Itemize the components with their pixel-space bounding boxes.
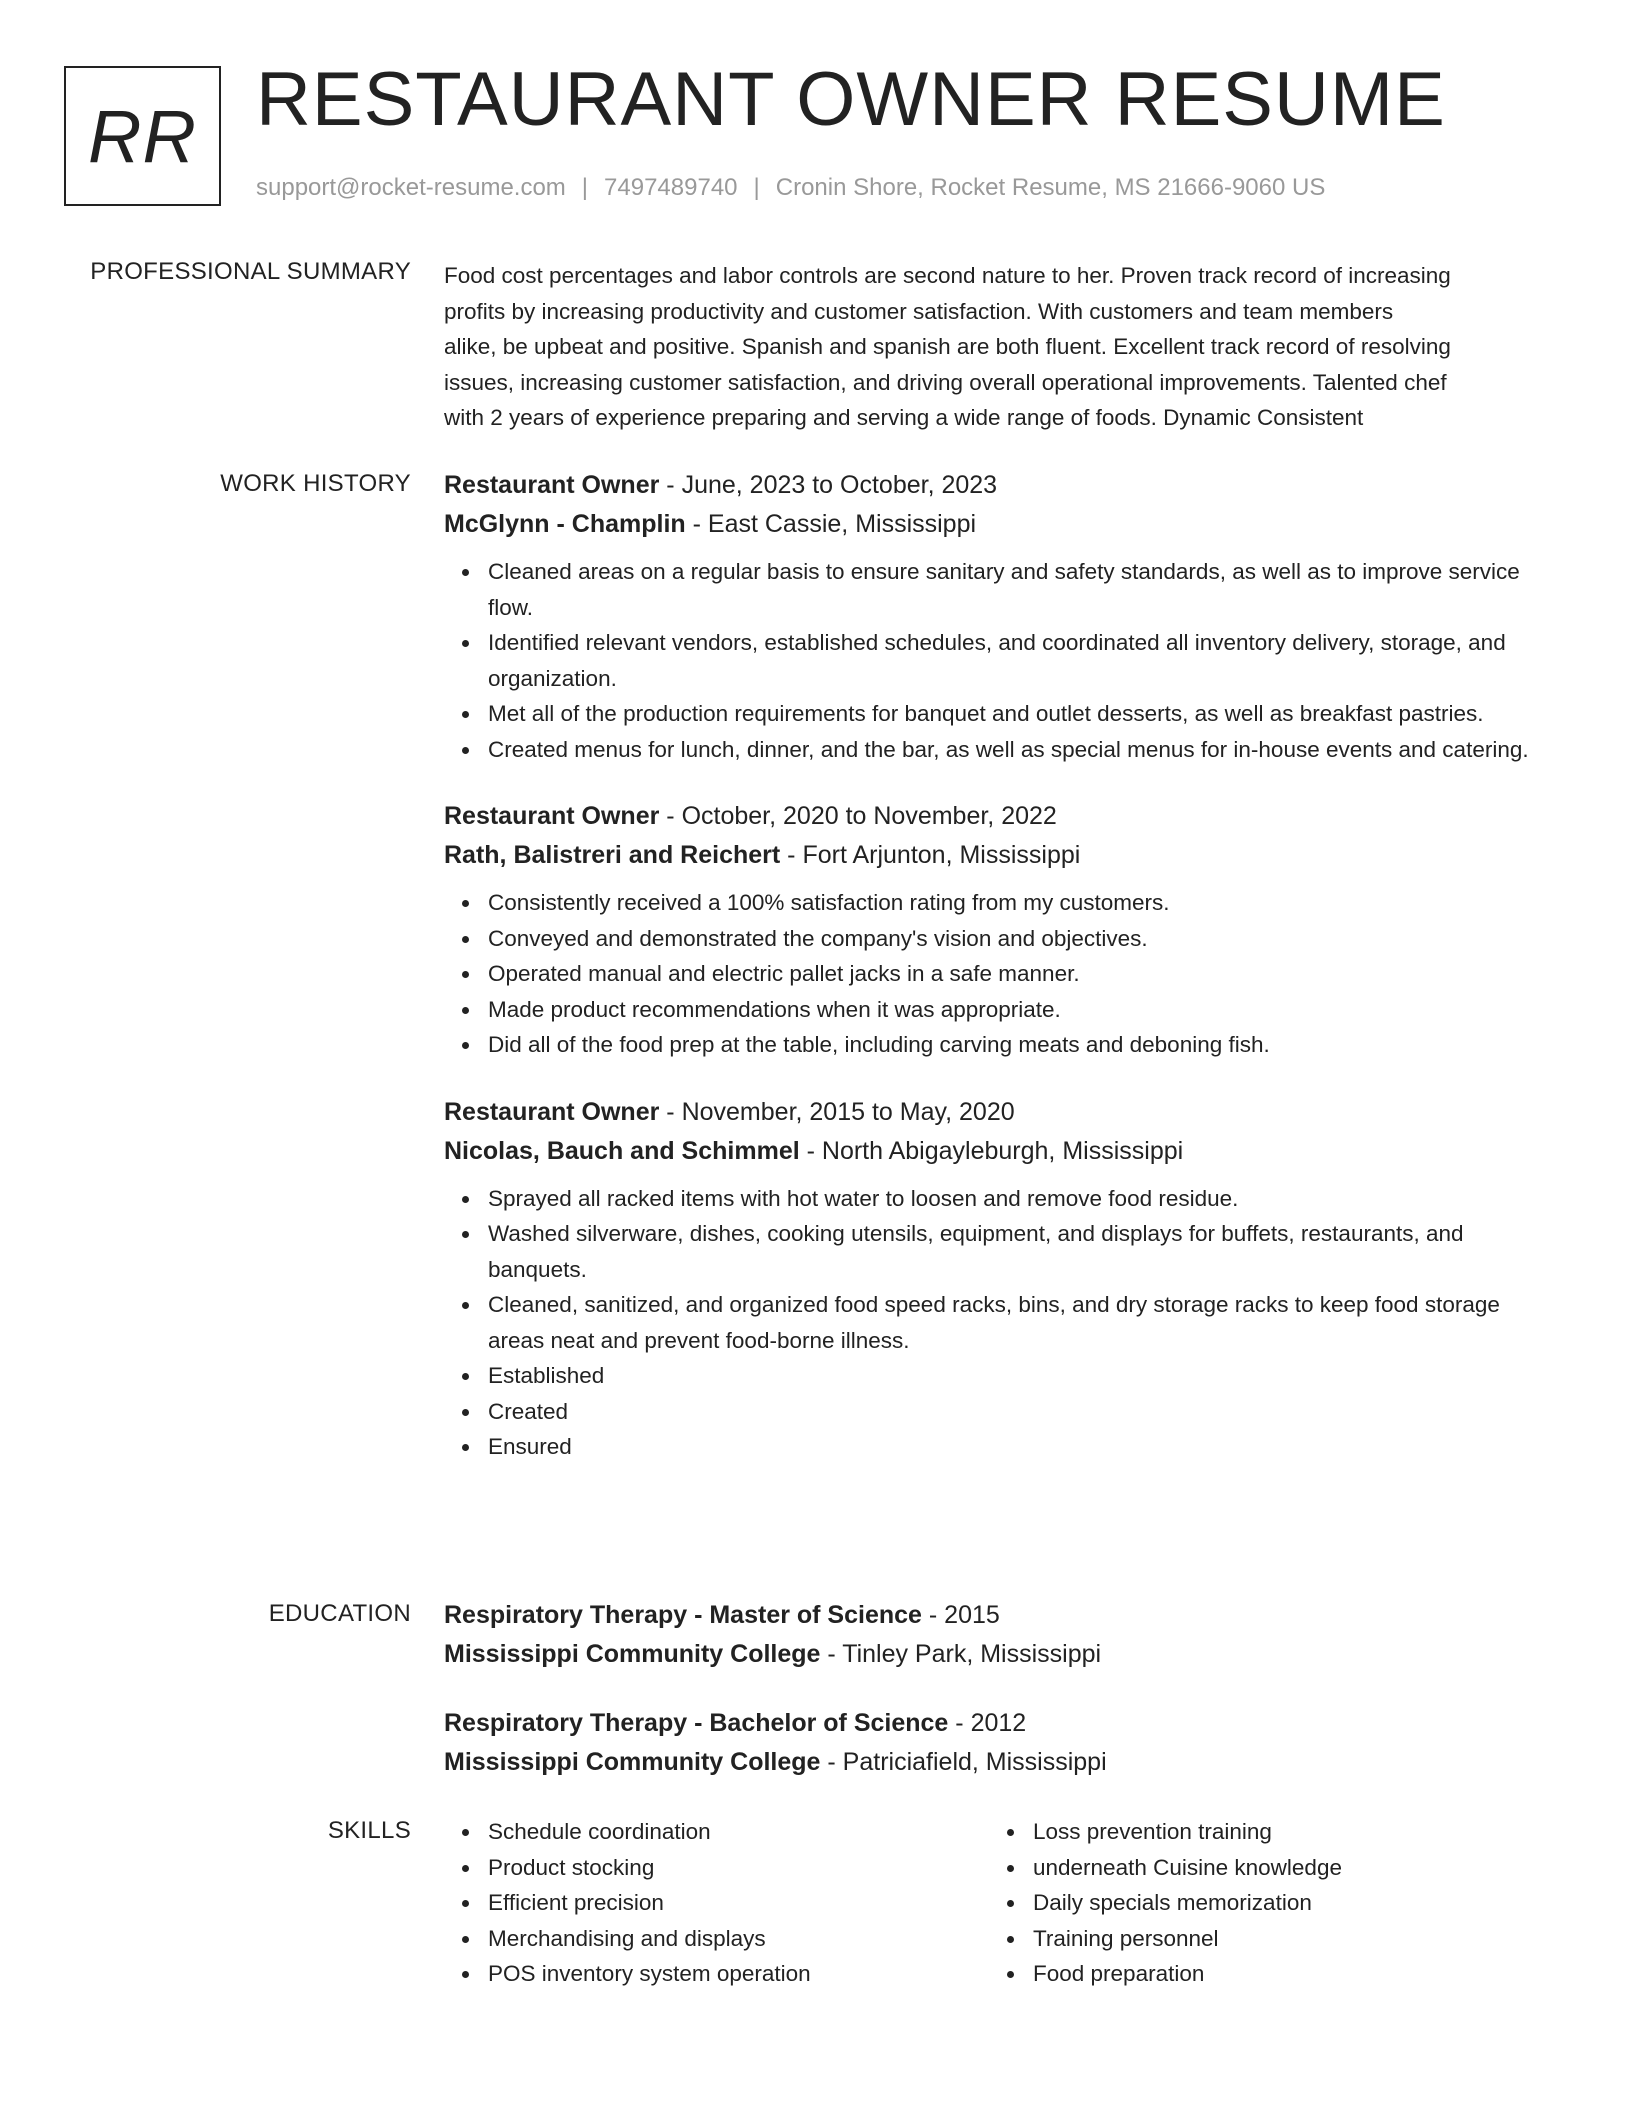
job-bullet: Operated manual and electric pallet jacks in a safe manner. xyxy=(488,956,1554,992)
job-bullet: Ensured xyxy=(488,1429,1554,1465)
job-title-line xyxy=(444,466,1554,505)
skills-list xyxy=(989,1814,1534,1992)
job-title-line xyxy=(444,1093,1554,1132)
job-company-line xyxy=(444,836,1554,875)
skills-list xyxy=(444,1814,989,1992)
work-history-body xyxy=(444,466,1554,1495)
skill-item: Merchandising and displays xyxy=(488,1921,989,1957)
job-company: Rath, Balistreri and Reichert xyxy=(444,841,781,869)
job-title-line xyxy=(444,797,1554,836)
summary-line: issues, increasing customer satisfaction, and driving overall operational improvements. Talented chef xyxy=(444,369,1447,395)
skill-item: Schedule coordination xyxy=(488,1814,989,1850)
skills-body xyxy=(444,1814,1554,1992)
education-school: Mississippi Community College xyxy=(444,1640,821,1668)
education-degree: Respiratory Therapy - Bachelor of Science xyxy=(444,1709,949,1737)
education-entry xyxy=(444,1596,1554,1674)
job-title: Restaurant Owner xyxy=(444,471,660,499)
contact-address: Cronin Shore, Rocket Resume, MS 21666-9060 US xyxy=(775,174,1326,201)
education-year: - 2015 xyxy=(928,1601,1000,1629)
summary-line: alike, be upbeat and positive. Spanish and spanish are both fluent. Excellent track record of resolving xyxy=(444,334,1451,359)
job-dates: - November, 2015 to May, 2020 xyxy=(666,1097,1015,1126)
job-company: Nicolas, Bauch and Schimmel xyxy=(444,1136,800,1165)
education-degree-line xyxy=(444,1704,1554,1743)
education-location: - Patriciafield, Mississippi xyxy=(827,1748,1107,1776)
section-label-skills: SKILLS xyxy=(327,1817,411,1844)
job-entry xyxy=(444,797,1554,1063)
skill-item: POS inventory system operation xyxy=(488,1956,989,1992)
job-location: - East Cassie, Mississippi xyxy=(692,510,977,538)
job-dates: - October, 2020 to November, 2022 xyxy=(666,802,1057,830)
job-location: - North Abigayleburgh, Mississippi xyxy=(806,1136,1184,1165)
skills-column-left xyxy=(444,1814,989,1992)
job-title: Restaurant Owner xyxy=(444,1097,660,1126)
skill-item: Efficient precision xyxy=(488,1885,989,1921)
job-bullet: Consistently received a 100% satisfaction rating from my customers. xyxy=(488,885,1554,921)
skills-column-right xyxy=(989,1814,1534,1992)
skills-columns xyxy=(444,1814,1554,1992)
job-bullet: Made product recommendations when it was appropriate. xyxy=(488,992,1554,1028)
skill-item: Product stocking xyxy=(488,1850,989,1886)
contact-email: support@rocket-resume.com xyxy=(256,174,566,201)
education-school-line xyxy=(444,1635,1554,1674)
job-entry xyxy=(444,1093,1554,1465)
summary-body xyxy=(444,258,1554,436)
education-year: - 2012 xyxy=(955,1709,1027,1737)
skill-item: Loss prevention training xyxy=(1033,1814,1534,1850)
education-school-line xyxy=(444,1743,1554,1782)
job-bullet: Cleaned, sanitized, and organized food speed racks, bins, and dry storage racks to keep food storage areas neat and prevent food-borne illness. xyxy=(488,1287,1554,1358)
job-bullet: Washed silverware, dishes, cooking utensils, equipment, and displays for buffets, restaurants, and banquets. xyxy=(488,1216,1554,1287)
education-location: - Tinley Park, Mississippi xyxy=(827,1640,1102,1668)
contact-phone: 7497489740 xyxy=(604,174,738,201)
job-company: McGlynn - Champlin xyxy=(444,510,686,538)
job-bullet: Conveyed and demonstrated the company's vision and objectives. xyxy=(488,921,1554,957)
job-bullet: Met all of the production requirements for banquet and outlet desserts, as well as breakfast pastries. xyxy=(488,696,1554,732)
contact-separator: | xyxy=(753,174,760,201)
monogram-logo: RR xyxy=(64,66,221,206)
job-bullet: Created xyxy=(488,1394,1554,1430)
job-bullets xyxy=(444,1181,1554,1465)
job-bullet: Sprayed all racked items with hot water to loosen and remove food residue. xyxy=(488,1181,1554,1217)
job-entry xyxy=(444,466,1554,767)
education-school: Mississippi Community College xyxy=(444,1748,821,1776)
skill-item: Food preparation xyxy=(1033,1956,1534,1992)
job-bullet: Did all of the food prep at the table, including carving meats and deboning fish. xyxy=(488,1027,1554,1063)
job-bullet: Created menus for lunch, dinner, and the bar, as well as special menus for in-house events and catering. xyxy=(488,732,1554,768)
job-bullets xyxy=(444,885,1554,1063)
section-label-education: EDUCATION xyxy=(268,1600,411,1627)
job-company-line xyxy=(444,1132,1554,1171)
section-label-work-history: WORK HISTORY xyxy=(220,470,411,497)
job-dates: - June, 2023 to October, 2023 xyxy=(666,471,998,499)
education-body xyxy=(444,1596,1554,1812)
job-title: Restaurant Owner xyxy=(444,802,660,830)
skill-item: Daily specials memorization xyxy=(1033,1885,1534,1921)
summary-line: with 2 years of experience preparing and serving a wide range of foods. Dynamic Consistent xyxy=(444,405,1364,430)
job-bullet: Established xyxy=(488,1358,1554,1394)
education-degree: Respiratory Therapy - Master of Science xyxy=(444,1601,922,1629)
contact-line xyxy=(256,174,1325,202)
skill-item: underneath Cuisine knowledge xyxy=(1033,1850,1534,1886)
job-location: - Fort Arjunton, Mississippi xyxy=(787,841,1081,869)
summary-line: profits by increasing productivity and customer satisfaction. With customers and team members xyxy=(444,298,1394,324)
summary-text xyxy=(444,258,1554,436)
job-bullets xyxy=(444,554,1554,767)
summary-line: Food cost percentages and labor controls are second nature to her. Proven track record of increasing xyxy=(444,263,1451,288)
education-entry xyxy=(444,1704,1554,1782)
job-company-line xyxy=(444,505,1554,544)
job-bullet: Identified relevant vendors, established schedules, and coordinated all inventory delivery, storage, and organization. xyxy=(488,625,1554,696)
resume-title: RESTAURANT OWNER RESUME xyxy=(256,57,1446,142)
contact-separator: | xyxy=(581,174,589,201)
skill-item: Training personnel xyxy=(1033,1921,1534,1957)
job-bullet: Cleaned areas on a regular basis to ensure sanitary and safety standards, as well as to improve service flow. xyxy=(488,554,1554,625)
education-degree-line xyxy=(444,1596,1554,1635)
section-label-summary: PROFESSIONAL SUMMARY xyxy=(90,258,411,285)
